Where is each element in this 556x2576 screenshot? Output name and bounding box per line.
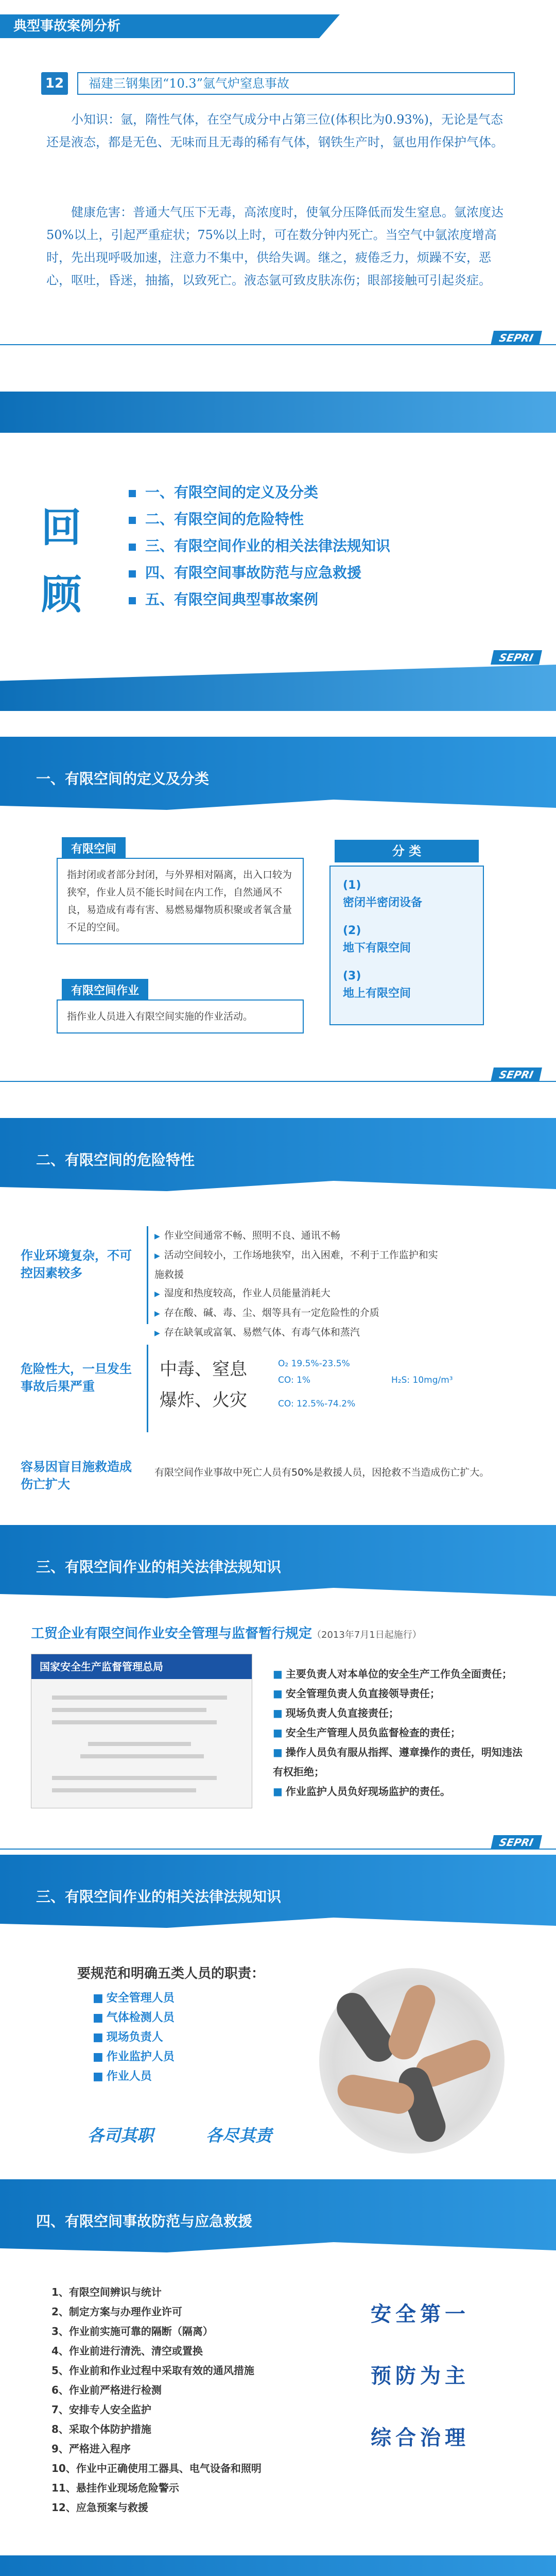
danger-label: 危险性大，一旦发生事故后果严重 (21, 1362, 132, 1394)
slogan-line: 综合治理 (371, 2426, 470, 2450)
list-item: ▶ 存在酸、碱、毒、尘、烟等具有一定危险性的介质 (154, 1303, 443, 1323)
doc-line (52, 1708, 206, 1712)
bullet-icon (129, 490, 136, 497)
list-item: ■ 作业监护人员负好现场监护的责任。 (273, 1782, 530, 1801)
list-item: 5、作业前和作业过程中采取有效的通风措施 (51, 2364, 254, 2377)
divider-line (147, 1226, 148, 1324)
list-item: 9、严格进入程序 (51, 2443, 131, 2455)
rescue-text: 有限空间作业事故中死亡人员有50%是救援人员，因抢救不当造成伤亡扩大。 (154, 1467, 490, 1478)
section-divider (0, 1066, 556, 1082)
section-header (0, 1855, 556, 1932)
category-panel (329, 866, 484, 1025)
section-header (0, 1525, 556, 1602)
list-item: 7、安排专人安全监护 (51, 2403, 151, 2416)
role-list (93, 1989, 175, 2087)
header-wave (0, 1175, 556, 1195)
top-header (0, 0, 556, 52)
cover-top-band (0, 392, 556, 433)
list-item: ■ 作业监护人员 (93, 2047, 175, 2067)
review-cover (0, 392, 556, 711)
toc-item[interactable]: 三、有限空间作业的相关法律法规知识 (129, 533, 390, 560)
list-item: ▶ 存在缺氧或富氧、易燃气体、有毒气体和蒸汽 (154, 1323, 443, 1343)
section-title: 一、有限空间的定义及分类 (36, 770, 210, 787)
category-item: (2) 地下有限空间 (343, 924, 411, 955)
list-item: ■ 现场负责人 (93, 2028, 175, 2047)
slogan-line: 安全第一 (371, 2302, 470, 2326)
toc-item[interactable]: 二、有限空间的危险特性 (129, 506, 390, 533)
section-header (0, 2555, 556, 2576)
doc-line (88, 1742, 191, 1746)
slogan-left: 各司其职 (88, 2126, 154, 2145)
header-wave (0, 2236, 556, 2257)
review-characters (41, 495, 88, 629)
list-item: 12、应急预案与救援 (51, 2501, 148, 2514)
list-item: ■ 气体检测人员 (93, 2008, 175, 2028)
space-label: 有限空间 (62, 837, 126, 859)
review-char-1: 回 (41, 505, 82, 551)
section-header (0, 2179, 556, 2257)
toc-item[interactable]: 五、有限空间典型事故案例 (129, 586, 390, 613)
toc-item[interactable]: 一、有限空间的定义及分类 (129, 479, 390, 506)
cases-section (0, 2555, 556, 2576)
list-item: 8、采取个体防护措施 (51, 2423, 151, 2435)
document-header: 国家安全生产监督管理总局 (31, 1654, 252, 1679)
section-title: 四、有限空间事故防范与应急救援 (36, 2213, 253, 2230)
slogan-right: 各尽其责 (206, 2126, 272, 2145)
work-label: 有限空间作业 (62, 979, 148, 1001)
bullet-icon (129, 544, 136, 551)
sepri-logo: SEPRI (491, 1067, 542, 1082)
case-intro (0, 67, 556, 355)
environment-list (154, 1226, 443, 1343)
cover-bottom-band (0, 665, 556, 711)
section-title: 三、有限空间作业的相关法律法规知识 (36, 1558, 282, 1575)
list-item: 10、作业中正确使用工器具、电气设备和照明 (51, 2462, 262, 2475)
section-title: 三、有限空间作业的相关法律法规知识 (36, 1888, 282, 1905)
gas-note: O₂ 19.5%-23.5% (278, 1359, 350, 1369)
regulation-date: （2013年7月1日起施行） (312, 1630, 422, 1640)
danger-word: 中毒、窒息 (160, 1359, 247, 1380)
section-title: 二、有限空间的危险特性 (36, 1151, 195, 1168)
environment-label: 作业环境复杂，不可控因素较多 (21, 1248, 132, 1280)
space-definition: 指封闭或者部分封闭，与外界相对隔离，出入口较为狭窄，作业人员不能长时间在内工作，自然通风不良，易造成有毒有害、易燃易爆物质积聚或者氧含量不足的空间。 (57, 858, 304, 944)
list-item: ■ 现场负责人负直接责任； (273, 1703, 530, 1723)
list-item: 3、作业前实施可靠的隔断（隔离） (51, 2325, 213, 2337)
gas-note: CO: 1% (278, 1375, 311, 1385)
doc-line (52, 1788, 196, 1792)
duty-heading: 要规范和明确五类人员的职责： (77, 1966, 265, 1981)
bullet-icon (129, 597, 136, 604)
responsibility-list (273, 1664, 530, 1801)
review-char-2: 顾 (41, 572, 82, 618)
prevention-list (51, 2282, 262, 2517)
case-hazard-text: 健康危害：普通大气压下无毒，高浓度时，使氧分压降低而发生窒息。氩浓度达50%以上，引起严重症状；75%以上时，可在数分钟内死亡。当空气中氩浓度增高时，先出现呼吸加速，注意力不集中，供给失调。继之，疲倦乏力，烦躁不安，恶心，呕吐，昏迷，抽搐，以致死亡。液态氩可致皮肤冻伤；眼部接触可引起炎症。 (46, 205, 503, 287)
rescue-label: 容易因盲目施救造成伤亡扩大 (21, 1460, 132, 1492)
page-title: 典型事故案例分析 (0, 14, 319, 38)
toc-item[interactable]: 四、有限空间事故防范与应急救援 (129, 560, 390, 586)
work-definition: 指作业人员进入有限空间实施的作业活动。 (57, 999, 304, 1033)
duty-section (0, 1855, 556, 2174)
list-item: 2、制定方案与办理作业许可 (51, 2306, 182, 2318)
list-item: 6、作业前严格进行检测 (51, 2384, 162, 2396)
section-header (0, 1118, 556, 1195)
case-knowledge-text: 小知识：氩，隋性气体，在空气成分中占第三位(体积比为0.93%)，无论是气态还是液态，都是无色、无味而且无毒的稀有气体，钢铁生产时，氩也用作保护气体。 (46, 112, 503, 149)
gas-note: H₂S: 10mg/m³ (391, 1375, 453, 1385)
gas-note: CO: 12.5%-74.2% (278, 1399, 356, 1409)
regulation-document-image (31, 1654, 252, 1808)
hazard-section (0, 1118, 556, 1510)
header-wave (0, 1582, 556, 1602)
list-item: ▶ 湿度和热度较高，作业人员能量消耗大 (154, 1284, 443, 1303)
category-item: (1) 密闭半密闭设备 (343, 879, 423, 909)
list-item: ■ 安全管理负责人负直接领导责任； (273, 1684, 530, 1703)
divider-line (147, 1345, 148, 1432)
joined-hands-image (319, 1968, 505, 2154)
category-item: (3) 地上有限空间 (343, 970, 411, 1000)
section-divider (0, 330, 556, 345)
table-of-contents (129, 479, 390, 613)
slogan-line: 预防为主 (371, 2364, 470, 2388)
doc-line (80, 1754, 204, 1758)
section-divider (0, 1834, 556, 1850)
case-title: 福建三钢集团“10.3”氩气炉窒息事故 (77, 72, 515, 95)
list-item: ■ 安全管理人员 (93, 1989, 175, 2008)
doc-line (52, 1720, 217, 1724)
header-wave (0, 1911, 556, 1932)
list-item: 11、悬挂作业现场危险警示 (51, 2482, 179, 2494)
sepri-logo: SEPRI (491, 650, 542, 665)
list-item: ■ 作业人员 (93, 2067, 175, 2087)
regulation-title: 工贸企业有限空间作业安全管理与监督暂行规定（2013年7月1日起施行） (31, 1626, 422, 1641)
cover-logo-strip (0, 649, 556, 665)
doc-line (52, 1696, 227, 1700)
category-header: 分 类 (335, 840, 479, 862)
list-item: ■ 安全生产管理人员负监督检查的责任； (273, 1723, 530, 1742)
case-number-badge: 12 (41, 72, 68, 95)
list-item: ■ 主要负责人对本单位的安全生产工作负全面责任； (273, 1664, 530, 1684)
list-item: 4、作业前进行清洗、清空或置换 (51, 2345, 203, 2357)
header-wave (0, 793, 556, 814)
emergency-section (0, 2179, 556, 2550)
bullet-icon (129, 570, 136, 578)
sepri-logo: SEPRI (491, 1835, 542, 1850)
bullet-icon (129, 517, 136, 524)
hand-shape (331, 1987, 400, 2067)
sepri-logo: SEPRI (491, 331, 542, 345)
hand-shape (384, 1980, 440, 2063)
doc-line (52, 1776, 217, 1780)
list-item: ▶ 活动空间较小，工作场地狭窄，出入困难，不利于工作监护和实施救援 (154, 1246, 443, 1284)
section-header (0, 737, 556, 814)
definition-section (0, 737, 556, 1087)
list-item: 1、有限空间辨识与统计 (51, 2286, 162, 2298)
list-item: ▶ 作业空间通常不畅、照明不良、通讯不畅 (154, 1226, 443, 1246)
list-item: ■ 操作人员负有服从指挥、遵章操作的责任，明知违法有权拒绝； (273, 1742, 530, 1782)
danger-word: 爆炸、火灾 (160, 1390, 247, 1411)
law-section (0, 1525, 556, 1855)
